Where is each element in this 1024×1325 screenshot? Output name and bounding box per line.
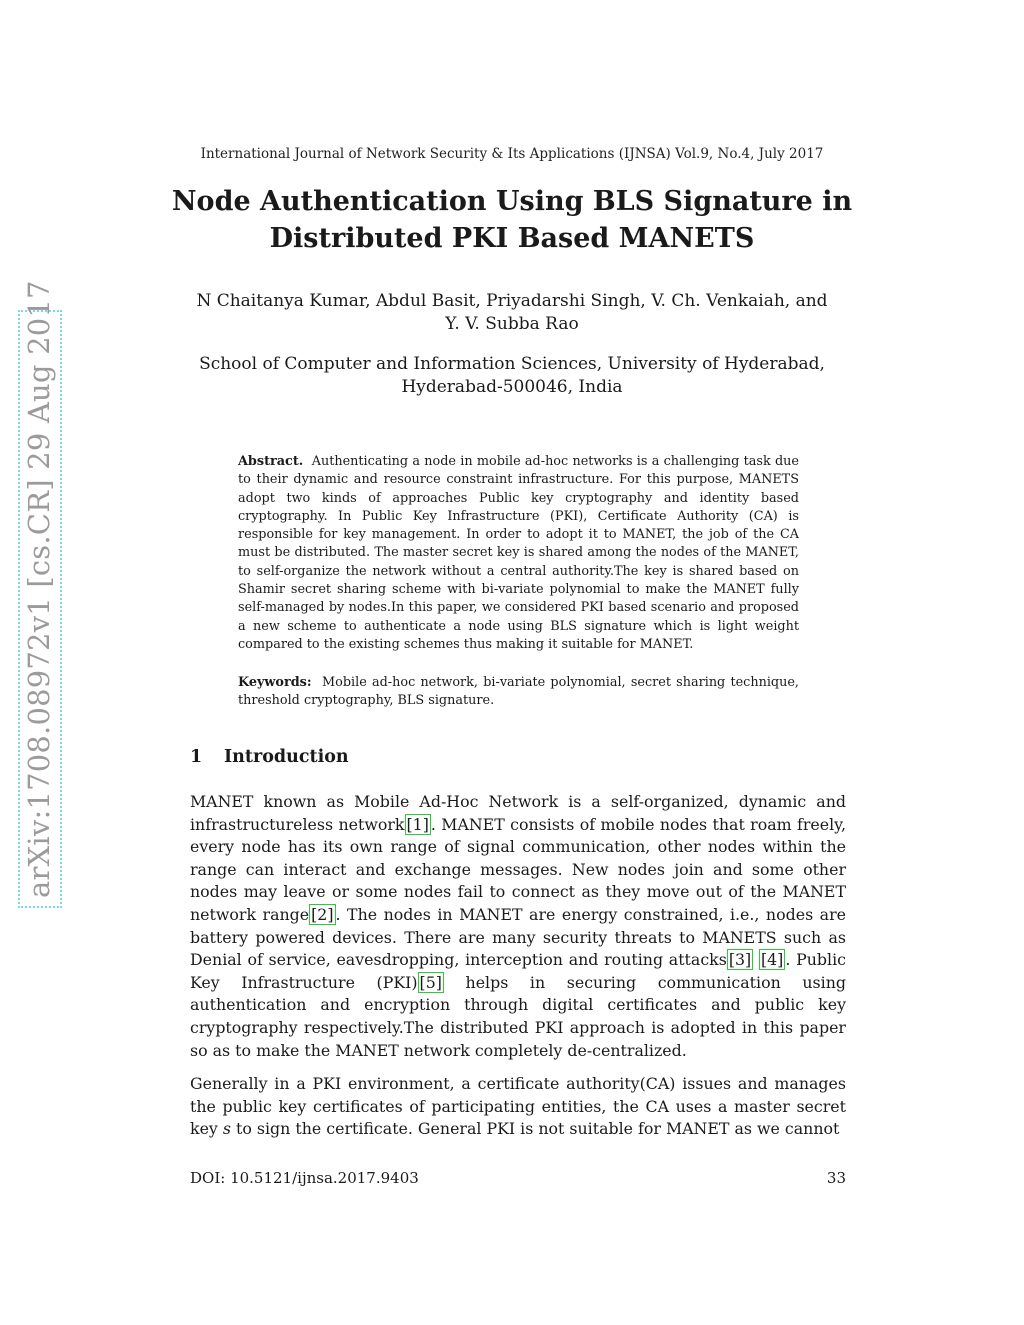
citation-link-4[interactable]: [4] (760, 950, 784, 970)
keywords-text: Mobile ad-hoc network, bi-variate polynomial, secret sharing technique, threshold cryptography, BLS signature. (238, 675, 799, 709)
abstract-label: Abstract. (238, 454, 304, 469)
keywords-label: Keywords: (238, 675, 312, 690)
footer-doi: DOI: 10.5121/ijnsa.2017.9403 (190, 1169, 419, 1187)
paper-title (0, 183, 1024, 257)
title-line-1: Node Authentication Using BLS Signature in (171, 186, 853, 217)
authors-line-2: Y. V. Subba Rao (445, 314, 579, 334)
para1-text-1: MANET known as Mobile Ad-Hoc Network is a self-organized, dynamic and infrastructureless network (190, 792, 846, 834)
authors-line-1: N Chaitanya Kumar, Abdul Basit, Priyadarshi Singh, V. Ch. Venkaiah, and (196, 291, 828, 311)
section-heading-introduction (190, 747, 349, 767)
section-title: Introduction (224, 747, 349, 767)
para2-text-2: to sign the certificate. General PKI is not suitable for MANET as we cannot (230, 1119, 840, 1139)
arxiv-identifier[interactable]: arXiv:1708.08972v1 [cs.CR] 29 Aug 2017 (22, 280, 56, 898)
affiliation-line-2: Hyderabad-500046, India (401, 377, 623, 397)
para1-text-5: helps in securing communication using authentication and encryption through digital certificates and public key cryptography respectively.The distributed PKI approach is adopted in this paper so as to make the MANET network completely de-centralized. (190, 972, 846, 1060)
citation-link-3[interactable]: [3] (728, 950, 752, 970)
para2-text-1: Generally in a PKI environment, a certificate authority(CA) issues and manages the public key certificates of participating entities, the CA uses a master secret key (190, 1074, 846, 1139)
page-number: 33 (826, 1169, 846, 1187)
para1-text-2: . MANET consists of mobile nodes that roam freely, every node has its own range of signal communication, other nodes within the range can interact and exchange messages. New nodes join and some other nodes may leave or some nodes fail to connect as they move out of the MANET network range (190, 814, 846, 924)
abstract (238, 453, 799, 654)
citation-link-5[interactable]: [5] (419, 972, 442, 992)
section-number: 1 (190, 747, 203, 767)
keywords (238, 674, 799, 711)
para1-text-4: . Public Key Infrastructure (PKI) (190, 950, 846, 992)
abstract-text: Authenticating a node in mobile ad-hoc networks is a challenging task due to their dynamic and resource constraint infrastructure. For this purpose, MANETS adopt two kinds of approaches Public key cryptography and identity based cryptography. In Public Key Infrastructure (PKI), Certificate Authority (CA) is responsible for key management. In order to adopt it to MANET, the job of the CA must be distributed. The master secret key is shared among the nodes of the MANET, to self-organize the network without a central authority.The key is shared based on Shamir secret sharing scheme with bi-variate polynomial to make the MANET fully self-managed by nodes.In this paper, we considered PKI based scenario and proposed a new scheme to authenticate a node using BLS signature which is light weight compared to the existing schemes thus making it suitable for MANET. (238, 454, 799, 652)
title-line-2: Distributed PKI Based MANETS (269, 223, 755, 254)
citation-link-1[interactable]: [1] (406, 814, 429, 834)
authors (0, 290, 1024, 336)
math-variable-s: s (222, 1119, 231, 1139)
para1-text-3: . The nodes in MANET are energy constrained, i.e., nodes are battery powered devices. There are many security threats to MANETS such as Denial of service, eavesdropping, interception and routing attacks (190, 904, 846, 970)
intro-paragraph-2 (190, 1073, 846, 1141)
affiliation-line-1: School of Computer and Information Sciences, University of Hyderabad, (199, 354, 825, 374)
affiliation (0, 353, 1024, 399)
intro-paragraph-1 (190, 791, 846, 1062)
journal-header: International Journal of Network Security & Its Applications (IJNSA) Vol.9, No.4, July 2017 (200, 146, 824, 162)
citation-link-2[interactable]: [2] (311, 904, 334, 924)
